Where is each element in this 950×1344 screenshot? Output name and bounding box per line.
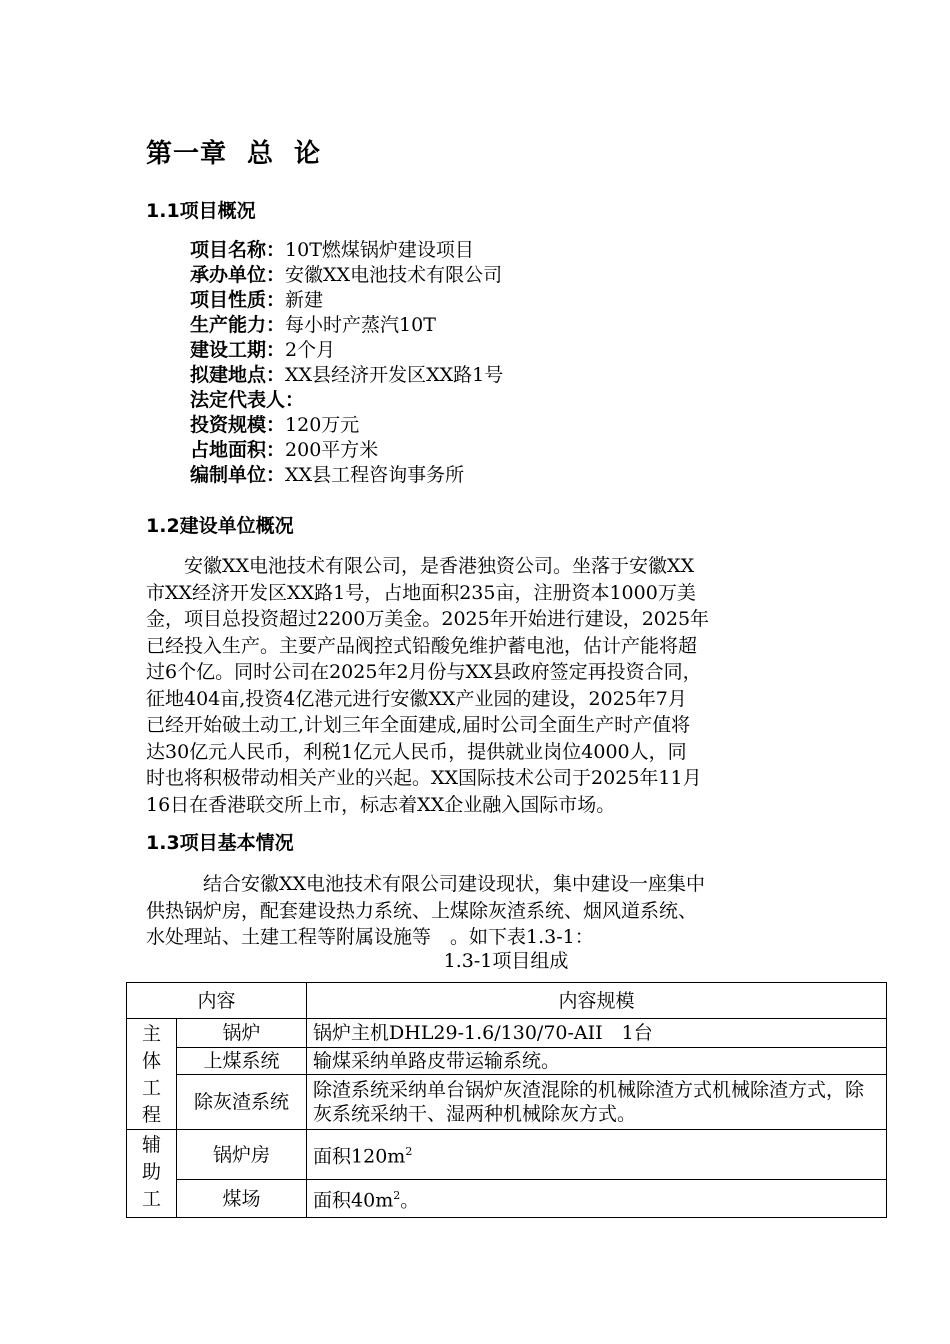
field-investment: 投资规模：120万元: [190, 414, 360, 436]
field-duration: 建设工期：2个月: [190, 339, 336, 361]
company-overview-paragraph: 安徽XX电池技术有限公司，是香港独资公司。坐落于安徽XX 市XX经济开发区XX路1号，占地面积235亩，注册资本1000万美 金，项目总投资超过2200万美金。2025年开始进行建设，2025年 已经投入生产。主要产品阀控式铅酸免维护蓄电池，估计产能将超 过6个亿。同时公司在2025年2月份与XX县政府签定再投资合同， 征地404亩,投资4亿港元进行安徽XX产业园的建设，2025年7月 已经开始破土动工,计划三年全面建成,届时公司全面生产时产值将 达30亿元人民币，利税1亿元人民币，提供就业岗位4000人，同 时也将积极带动相关产业的兴起。XX国际技术公司于2025年11月 16日在香港联交所上市，标志着XX企业融入国际市场。: [146, 555, 710, 816]
row-name: 锅炉: [177, 1019, 307, 1048]
group-label-auxiliary: 辅 助 工: [127, 1130, 177, 1218]
project-composition-table: [126, 982, 887, 1218]
field-project-name: 项目名称：10T燃煤锅炉建设项目: [190, 239, 474, 261]
section-heading-1-1: 1.1项目概况: [146, 200, 256, 222]
section-heading-1-2: 1.2建设单位概况: [146, 515, 294, 537]
row-name: 上煤系统: [177, 1047, 307, 1074]
header-content: 内容: [127, 983, 307, 1019]
chapter-word-2: 论: [294, 139, 322, 169]
field-location: 拟建地点：XX县经济开发区XX路1号: [190, 364, 504, 386]
table-row: [127, 1180, 887, 1218]
row-detail: 面积$40m^2$。: [307, 1180, 887, 1218]
row-name: 煤场: [177, 1180, 307, 1218]
project-overview-fields: [190, 238, 503, 488]
field-legal-rep: 法定代表人：: [190, 389, 305, 411]
chapter-number: 第一章: [146, 139, 228, 169]
row-detail: 锅炉主机DHL29-1.6/130/70-AII 1台: [307, 1019, 887, 1048]
table-header-row: [127, 983, 887, 1019]
header-scale: 内容规模: [307, 983, 887, 1019]
section-heading-1-3: 1.3项目基本情况: [146, 832, 294, 854]
row-detail: 除渣系统采纳单台锅炉灰渣混除的机械除渣方式机械除渣方式，除灰系统采纳干、湿两种机械除灰方式。: [307, 1075, 887, 1130]
project-basics-paragraph: 结合安徽XX电池技术有限公司建设现状，集中建设一座集中 供热锅炉房，配套建设热力系统、上煤除灰渣系统、烟风道系统、 水处理站、土建工程等附属设施等 。如下表1.3-1：: [146, 873, 706, 948]
row-name: 锅炉房: [177, 1130, 307, 1180]
chapter-word-1: 总: [247, 139, 275, 169]
field-nature: 项目性质：新建: [190, 289, 324, 311]
table-row: [127, 1075, 887, 1130]
field-compiler: 编制单位：XX县工程咨询事务所: [190, 464, 465, 486]
row-name: 除灰渣系统: [177, 1075, 307, 1130]
group-label-main: 主 体 工 程: [127, 1019, 177, 1130]
field-organizer: 承办单位：安徽XX电池技术有限公司: [190, 264, 503, 286]
table-row: [127, 1130, 887, 1180]
table-row: [127, 1047, 887, 1074]
table-caption: 1.3-1项目组成: [443, 950, 569, 972]
row-detail: 面积$120m^2$: [307, 1130, 887, 1180]
table-row: [127, 1019, 887, 1048]
field-capacity: 生产能力：每小时产蒸汽10T: [190, 314, 436, 336]
field-area: 占地面积：200平方米: [190, 439, 379, 461]
row-detail: 输煤采纳单路皮带运输系统。: [307, 1047, 887, 1074]
chapter-title: [146, 133, 321, 170]
